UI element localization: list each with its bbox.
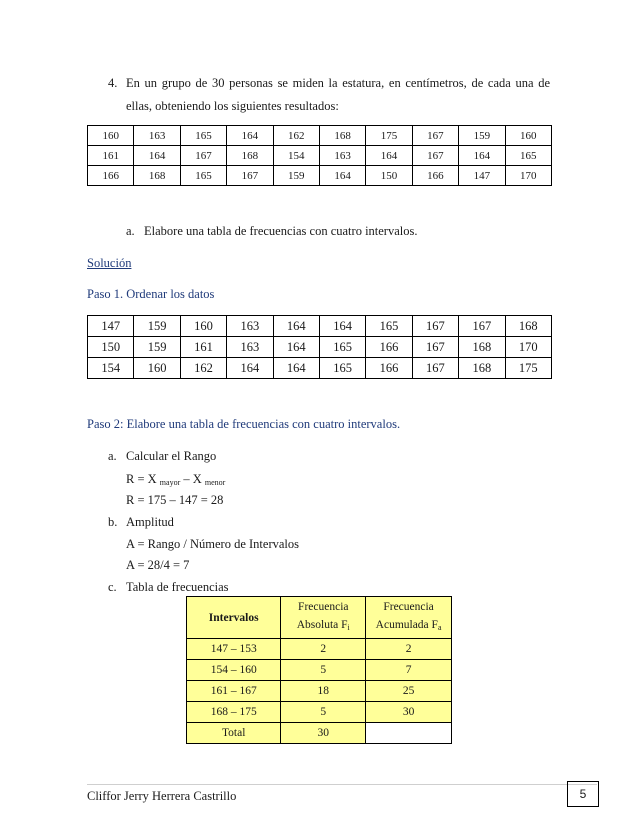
table-cell: 159 [459,126,505,146]
range-formula-part: – X [180,472,205,486]
table-cell: 154 [273,146,319,166]
table-cell: 168 [459,358,505,379]
table-cell: 160 [505,126,551,146]
question-line-1: En un grupo de 30 personas se miden la estatura, en centímetros, de cada una de [126,76,550,90]
frequency-row [187,681,452,702]
table-cell: 164 [319,316,365,337]
table-cell: 167 [227,166,273,186]
table-cell: 165 [366,316,412,337]
range-calc: R = 175 – 147 = 28 [126,493,224,507]
table-cell: 163 [319,146,365,166]
table-cell: 168 [505,316,551,337]
accumulated-frequency-cell: 30 [366,702,452,723]
page-number: 5 [567,781,599,807]
x-min-subscript: menor [204,478,226,487]
frequency-row [187,702,452,723]
sorted-data-row [88,358,552,379]
interval-cell: 168 – 175 [187,702,281,723]
raw-data-row [88,146,552,166]
header-accumulated-line1: Frecuencia [383,601,434,613]
table-cell: 160 [180,316,226,337]
frequency-table-header [187,597,452,639]
item-a-text: Elabore una tabla de frecuencias con cuatro intervalos. [144,224,418,238]
table-cell: 167 [412,126,458,146]
header-accumulated-text: Acumulada F [375,619,438,631]
table-cell: 147 [88,316,134,337]
table-cell: 163 [134,126,180,146]
sorted-data-row [88,337,552,358]
frequency-table [186,596,452,744]
step-c-label: c. [108,580,117,594]
frequency-row [187,639,452,660]
table-cell: 162 [273,126,319,146]
table-cell: 161 [180,337,226,358]
table-cell: 165 [505,146,551,166]
raw-data-row [88,126,552,146]
table-cell: 164 [366,146,412,166]
step-b-label: b. [108,515,118,529]
table-cell: 170 [505,337,551,358]
question-number: 4. [108,76,118,90]
raw-data-table [87,125,552,186]
table-cell: 164 [273,316,319,337]
interval-cell: 161 – 167 [187,681,281,702]
table-cell: 159 [273,166,319,186]
absolute-frequency-cell: 5 [281,702,366,723]
range-formula-part: R = X [126,472,160,486]
step-c-title: Tabla de frecuencias [126,580,229,594]
step-2-heading: Paso 2: Elabore una tabla de frecuencias con cuatro intervalos. [87,417,401,431]
table-cell: 160 [88,126,134,146]
question-line-2: ellas, obteniendo los siguientes resultados: [126,99,339,113]
accumulated-frequency-cell: 25 [366,681,452,702]
table-cell: 164 [273,337,319,358]
interval-cell: 154 – 160 [187,660,281,681]
table-cell: 150 [366,166,412,186]
x-max-subscript: mayor [159,478,181,487]
table-cell: 167 [412,316,458,337]
table-cell: 167 [412,337,458,358]
header-intervals: Intervalos [187,597,281,639]
table-cell: 164 [273,358,319,379]
step-1-heading: Paso 1. Ordenar los datos [87,287,215,301]
table-cell: 147 [459,166,505,186]
interval-cell: 147 – 153 [187,639,281,660]
table-cell: 164 [134,146,180,166]
table-cell: 164 [227,358,273,379]
header-accumulated [366,597,452,639]
table-cell: 175 [505,358,551,379]
sorted-data-table [87,315,552,379]
table-cell: 164 [459,146,505,166]
table-cell: 166 [88,166,134,186]
amplitude-calc: A = 28/4 = 7 [126,558,190,572]
header-absolute-line2 [281,616,365,637]
item-a-label: a. [126,224,135,238]
table-cell: 159 [134,316,180,337]
table-cell: 163 [227,337,273,358]
step-b-title: Amplitud [126,515,174,529]
table-cell: 168 [459,337,505,358]
accumulated-frequency-cell: 7 [366,660,452,681]
step-a-title: Calcular el Rango [126,449,217,463]
header-absolute-subscript: i [347,623,350,632]
footer-author: Cliffor Jerry Herrera Castrillo [87,789,237,803]
table-cell: 170 [505,166,551,186]
frequency-total-row [187,723,452,744]
table-cell: 161 [88,146,134,166]
table-cell: 166 [366,358,412,379]
footer-divider [87,784,597,785]
accumulated-frequency-cell: 2 [366,639,452,660]
table-cell: 165 [319,337,365,358]
sorted-data-row [88,316,552,337]
table-cell: 166 [412,166,458,186]
range-formula [126,472,225,487]
table-cell: 159 [134,337,180,358]
table-cell: 164 [227,126,273,146]
header-accumulated-line2 [366,616,451,637]
table-cell: 154 [88,358,134,379]
header-absolute-text: Absoluta F [296,619,348,631]
absolute-frequency-cell: 2 [281,639,366,660]
table-cell: 165 [319,358,365,379]
table-cell: 167 [412,358,458,379]
table-cell: 168 [227,146,273,166]
absolute-frequency-cell: 18 [281,681,366,702]
table-cell: 164 [319,166,365,186]
table-cell: 168 [134,166,180,186]
header-absolute-line1: Frecuencia [298,601,349,613]
table-cell: 150 [88,337,134,358]
total-label: Total [187,723,281,744]
solution-heading: Solución [87,256,132,270]
header-accumulated-subscript: a [437,623,442,632]
table-cell: 166 [366,337,412,358]
table-cell: 163 [227,316,273,337]
frequency-row [187,660,452,681]
table-cell: 165 [180,166,226,186]
step-a-label: a. [108,449,117,463]
table-cell: 168 [319,126,365,146]
table-cell: 162 [180,358,226,379]
total-empty-cell [366,723,452,744]
absolute-frequency-cell: 5 [281,660,366,681]
table-cell: 167 [459,316,505,337]
table-cell: 165 [180,126,226,146]
total-value: 30 [281,723,366,744]
table-cell: 167 [180,146,226,166]
table-cell: 160 [134,358,180,379]
amplitude-formula: A = Rango / Número de Intervalos [126,537,299,551]
table-cell: 167 [412,146,458,166]
header-absolute [281,597,366,639]
raw-data-row [88,166,552,186]
table-cell: 175 [366,126,412,146]
